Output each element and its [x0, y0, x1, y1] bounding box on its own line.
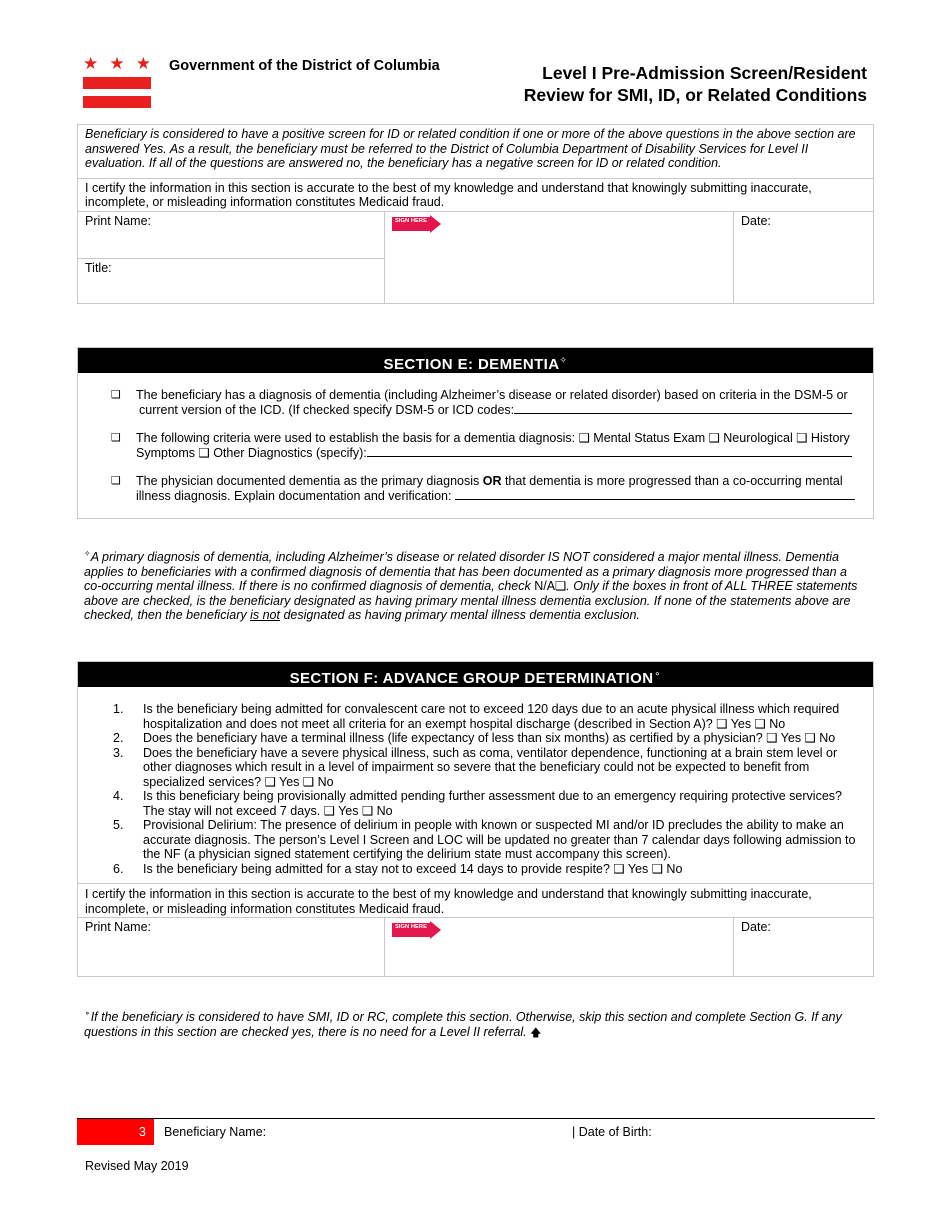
title-line-2: Review for SMI, ID, or Related Conditions	[523, 85, 867, 105]
question-item	[113, 789, 862, 818]
date-label: Date:	[741, 213, 771, 228]
section-e-dementia	[77, 347, 874, 519]
question-text: Does the beneficiary have a terminal illness (life expectancy of less than six months) as certified by a physician? ❑ Yes ❑ No	[143, 731, 836, 745]
date-field-f[interactable]	[734, 918, 873, 976]
up-arrow-icon: 🡅	[530, 1025, 542, 1039]
id-screen-note: Beneficiary is considered to have a positive screen for ID or related condition if one or more of the above questions in the above section are answered Yes. As a result, the beneficiary must be referred to the District of Columbia Department of Disability Services for Level II evaluation. If all of the questions are answered no, the beneficiary has a negative screen for ID or related condition.	[85, 127, 856, 170]
star-icon: ★	[109, 54, 125, 73]
sign-here-arrow-icon: SIGN HERE	[392, 921, 442, 939]
footer-rule	[77, 1118, 875, 1119]
signature-row	[78, 211, 873, 303]
date-label: Date:	[741, 920, 771, 934]
question-item	[113, 731, 862, 746]
question-number: 2.	[113, 731, 124, 745]
footer-beneficiary-name: Beneficiary Name:	[164, 1125, 267, 1139]
checkbox-icon[interactable]: ❑	[111, 474, 121, 487]
dementia-item-3: ❑ The physician documented dementia as the primary diagnosis OR that dementia is more progressed than a co-occurring mental illness diagnosis. Explain documentation and verification:	[78, 474, 873, 503]
star-icon: ★	[83, 54, 99, 73]
star-icons	[83, 55, 151, 72]
name-title-column	[78, 212, 385, 303]
advance-group-questions	[78, 687, 873, 883]
footer-date-of-birth: | Date of Birth:	[572, 1125, 652, 1139]
question-text: Is this beneficiary being provisionally admitted pending further assessment due to an emergency requiring protective services? The stay will not exceed 7 days. ❑ Yes ❑ No	[143, 789, 842, 818]
document-title	[524, 62, 867, 106]
dementia-footnote: ✧A primary diagnosis of dementia, including Alzheimer’s disease or related disorder IS NOT considered a major mental illness. Dementia applies to beneficiaries with a confirmed diagnosis of dementia that has been documented as a primary diagnosis more progressed than a co-occurring mental illness. If there is no confirmed diagnosis of dementia, check N/A❑. Only if the boxes in front of ALL THREE statements above are checked, is the beneficiary designated as having primary mental illness dementia exclusion. If none of the statements above are checked, then the beneficiary is not designated as having primary mental illness dementia exclusion.	[84, 549, 858, 623]
section-f-footnote: ⚬If the beneficiary is considered to have SMI, ID or RC, complete this section. Otherwise, skip this section and complete Section G. If any questions in this section are checked yes, there is no need for a Level II referral. 🡅	[84, 1009, 842, 1039]
revision-date: Revised May 2019	[85, 1159, 189, 1173]
checkbox-icon[interactable]: ❑	[111, 431, 121, 444]
circle-mark-icon: ⚬	[653, 669, 662, 679]
section-e-header: SECTION E: DEMENTIA✧	[78, 348, 873, 373]
section-f-advance-group	[77, 661, 874, 977]
print-name-field[interactable]	[78, 212, 384, 258]
question-number: 5.	[113, 818, 124, 832]
dementia-item-1: ❑ The beneficiary has a diagnosis of dementia (including Alzheimer’s disease or related disorder) based on criteria in the DSM-5 or current version of the ICD. (If checked specify DSM-5 or ICD codes:	[78, 388, 873, 417]
question-number: 4.	[113, 789, 124, 803]
other-diagnostics-line[interactable]	[367, 446, 852, 457]
icd-codes-line[interactable]	[514, 403, 852, 414]
title-field[interactable]	[78, 258, 384, 303]
question-text: Is the beneficiary being admitted for a stay not to exceed 14 days to provide respite? ❑ Yes ❑ No	[143, 861, 683, 876]
title-label: Title:	[85, 260, 112, 275]
na-checkbox[interactable]: N/A❑	[534, 579, 567, 594]
dementia-item-2: ❑ The following criteria were used to establish the basis for a dementia diagnosis: ❑ Mental Status Exam ❑ Neurological ❑ History Symptoms ❑ Other Diagnostics (specify):	[111, 431, 850, 460]
question-number: 6.	[113, 861, 124, 876]
signature-field-f[interactable]	[385, 918, 734, 976]
title-line-1: Level I Pre-Admission Screen/Resident	[542, 63, 867, 83]
certify-statement: I certify the information in this section is accurate to the best of my knowledge and understand that knowingly submitting inaccurate, incomplete, or misleading information constitutes Medicaid fraud.	[78, 178, 873, 211]
explanation-line[interactable]	[455, 489, 855, 500]
date-field[interactable]	[734, 212, 873, 303]
page-number: 3	[77, 1119, 154, 1145]
signature-field[interactable]	[385, 212, 734, 303]
question-item	[113, 702, 862, 731]
star-icon: ★	[135, 54, 151, 73]
print-name-label: Print Name:	[85, 213, 151, 228]
government-name: Government of the District of Columbia	[169, 58, 440, 74]
diamond-mark-icon: ✧	[559, 355, 568, 365]
flag-bar	[83, 77, 151, 89]
question-item	[113, 862, 862, 877]
dc-flag-logo	[83, 55, 151, 110]
question-number: 3.	[113, 745, 124, 760]
checkbox-icon[interactable]: ❑	[111, 388, 121, 401]
question-text: Is the beneficiary being admitted for convalescent care not to exceed 120 days due to an acute physical illness which required hospitalization and does not meet all criteria for an exempt hospital discharge (described in Section A)? ❑ Yes ❑ No	[143, 702, 840, 731]
signature-row-f	[78, 917, 873, 976]
certify-statement-f: I certify the information in this section is accurate to the best of my knowledge and understand that knowingly submitting inaccurate, incomplete, or misleading information constitutes Medicaid fraud.	[78, 883, 873, 917]
question-item	[113, 818, 862, 862]
section-f-header: SECTION F: ADVANCE GROUP DETERMINATION⚬	[78, 662, 873, 687]
question-text: Does the beneficiary have a severe physical illness, such as coma, ventilator dependence, functioning at a brain stem level or other diagnoses which result in a level of impairment so severe that the beneficiary could not be expected to benefit from specialized services? ❑ Yes ❑ No	[143, 745, 838, 789]
print-name-label: Print Name:	[85, 920, 151, 934]
question-text: Provisional Delirium: The presence of delirium in people with known or suspected MI and/or ID precludes the ability to make an accurate diagnosis. The person’s Level I Screen and LOC will be updated no greater than 7 calendar days following admission to the NF (a physician signed statement certifying the delirium state must accompany this screen).	[143, 818, 856, 861]
flag-bar	[83, 96, 151, 108]
question-item	[113, 746, 862, 790]
question-number: 1.	[113, 702, 124, 716]
sign-here-arrow-icon: SIGN HERE	[392, 215, 442, 233]
print-name-field-f[interactable]	[78, 918, 385, 976]
id-screen-certification-box	[77, 124, 874, 304]
